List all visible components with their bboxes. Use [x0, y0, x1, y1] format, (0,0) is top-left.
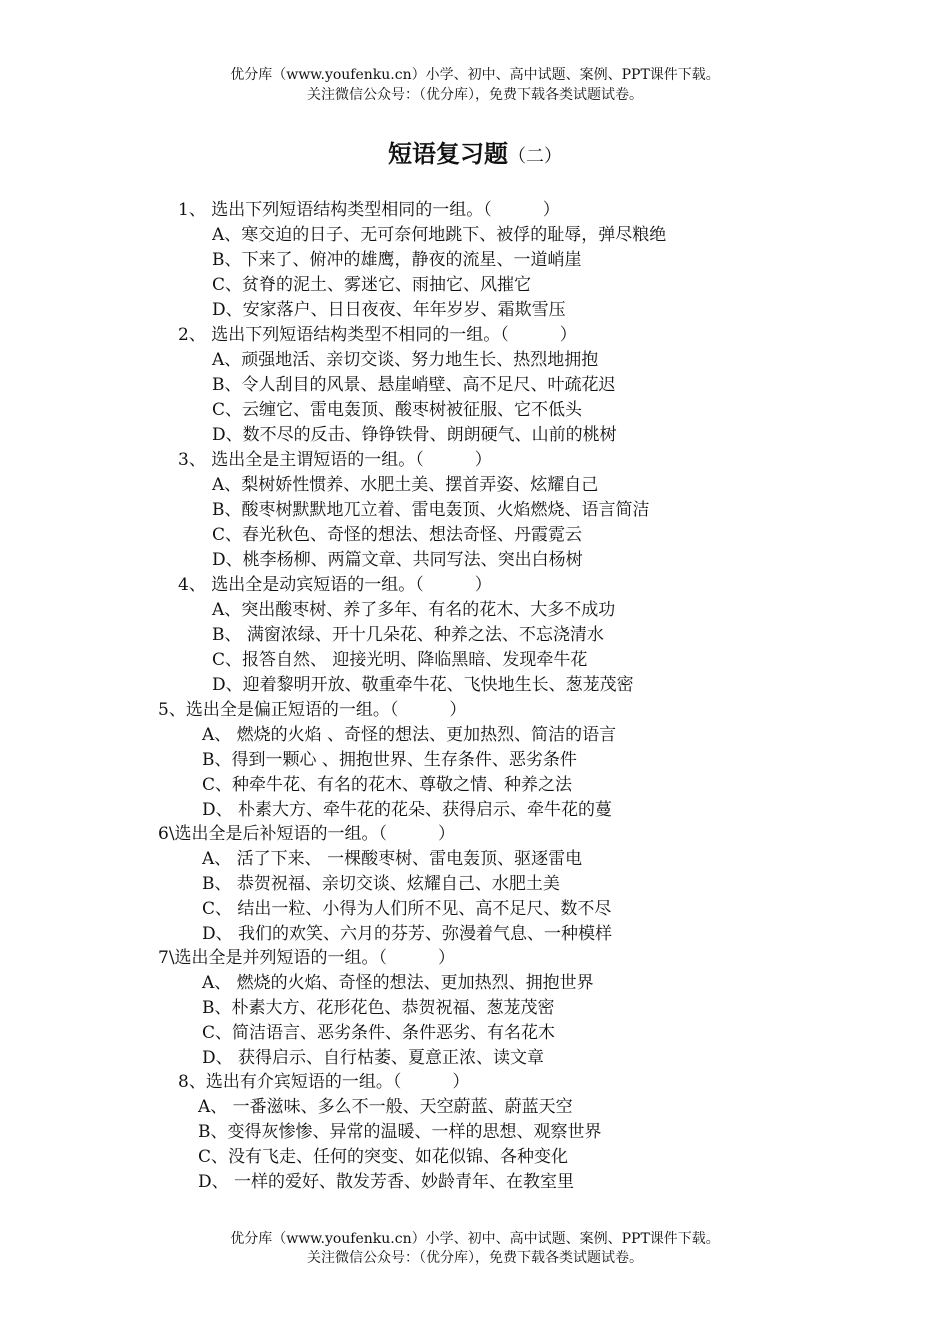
question-2-option-a: A、顽强地活、亲切交谈、努力地生长、热烈地拥抱	[212, 350, 599, 370]
question-8-option-a: A、 一番滋味、多么不一般、天空蔚蓝、蔚蓝天空	[198, 1097, 573, 1117]
question-6-option-a: A、 活了下来、 一棵酸枣树、雷电轰顶、驱逐雷电	[202, 849, 583, 869]
footer-line-2: 关注微信公众号：（优分库），免费下载各类试题试卷。	[307, 1250, 643, 1266]
question-7-option-c: C、简洁语言、恶劣条件、条件恶劣、有名花木	[202, 1023, 556, 1043]
question-4-option-b: B、 满窗浓绿、开十几朵花、种养之法、不忘浇清水	[212, 625, 604, 645]
question-8-stem: 8、选出有介宾短语的一组。（ ）	[178, 1072, 470, 1092]
question-6-option-c: C、 结出一粒、小得为人们所不见、高不足尺、数不尽	[202, 899, 612, 919]
question-7-option-d: D、 获得启示、自行枯萎、夏意正浓、读文章	[202, 1048, 545, 1068]
question-5-option-c: C、种牵牛花、有名的花木、尊敬之情、种养之法	[202, 775, 573, 795]
header-line-2: 关注微信公众号：（优分库），免费下载各类试题试卷。	[307, 87, 643, 103]
question-3-stem: 3、 选出全是主谓短语的一组。（ ）	[178, 450, 492, 470]
title-main: 短语复习题	[388, 139, 508, 168]
question-7-option-b: B、朴素大方、花形花色、恭贺祝福、葱茏茂密	[202, 998, 555, 1018]
question-5-option-b: B、得到一颗心 、拥抱世界、生存条件、恶劣条件	[202, 750, 577, 770]
question-7-option-a: A、 燃烧的火焰、奇怪的想法、更加热烈、拥抱世界	[202, 973, 594, 993]
question-3-option-b: B、酸枣树默默地兀立着、雷电轰顶、火焰燃烧、语言简洁	[212, 500, 650, 520]
question-7-stem: 7\选出全是并列短语的一组。（ ）	[158, 948, 456, 968]
question-4-stem: 4、 选出全是动宾短语的一组。（ ）	[178, 575, 492, 595]
question-8-option-d: D、 一样的爱好、散发芳香、妙龄青年、在教室里	[198, 1172, 575, 1192]
title-sub: （二）	[508, 146, 562, 167]
header-line-1: 优分库（www.youfenku.cn）小学、初中、高中试题、案例、PPT课件下载。	[230, 67, 720, 83]
question-4-option-c: C、报答自然、 迎接光明、降临黑暗、发现牵牛花	[212, 650, 588, 670]
question-2-option-d: D、数不尽的反击、铮铮铁骨、朗朗硬气、山前的桃树	[212, 425, 617, 445]
question-1-option-b: B、下来了、俯冲的雄鹰，静夜的流星、一道峭崖	[212, 250, 582, 270]
question-1-stem: 1、 选出下列短语结构类型相同的一组。（ ）	[178, 200, 560, 220]
question-1-option-c: C、贫脊的泥土、雾迷它、雨抽它、风摧它	[212, 275, 532, 295]
question-6-stem: 6\选出全是后补短语的一组。（ ）	[158, 824, 456, 844]
question-4-option-a: A、突出酸枣树、养了多年、有名的花木、大多不成功	[212, 600, 616, 620]
question-1-option-d: D、安家落户、日日夜夜、年年岁岁、霜欺雪压	[212, 300, 566, 320]
question-8-option-b: B、变得灰惨惨、异常的温暖、一样的思想、观察世界	[198, 1122, 602, 1142]
question-2-option-b: B、令人刮目的风景、悬崖峭壁、高不足尺、叶疏花迟	[212, 375, 616, 395]
question-1-option-a: A、寒交迫的日子、无可奈何地跳下、被俘的耻辱，弹尽粮绝	[212, 225, 667, 245]
page-title	[0, 134, 950, 169]
question-5-option-a: A、 燃烧的火焰 、奇怪的想法、更加热烈、简洁的语言	[202, 725, 617, 745]
question-5-stem: 5、选出全是偏正短语的一组。（ ）	[158, 700, 467, 720]
question-5-option-d: D、 朴素大方、牵牛花的花朵、获得启示、牵牛花的蔓	[202, 800, 613, 820]
question-6-option-b: B、 恭贺祝福、亲切交谈、炫耀自己、水肥土美	[202, 874, 560, 894]
question-3-option-d: D、桃李杨柳、两篇文章、共同写法、突出白杨树	[212, 550, 583, 570]
question-2-stem: 2、 选出下列短语结构类型不相同的一组。（ ）	[178, 325, 577, 345]
question-3-option-a: A、梨树娇性惯养、水肥土美、摆首弄姿、炫耀自己	[212, 475, 599, 495]
question-3-option-c: C、春光秋色、奇怪的想法、想法奇怪、丹霞霓云	[212, 525, 583, 545]
footer-line-1: 优分库（www.youfenku.cn）小学、初中、高中试题、案例、PPT课件下载。	[230, 1231, 720, 1247]
question-6-option-d: D、 我们的欢笑、六月的芬芳、弥漫着气息、一种模样	[202, 924, 613, 944]
question-8-option-c: C、没有飞走、任何的突变、如花似锦、各种变化	[198, 1147, 569, 1167]
question-4-option-d: D、迎着黎明开放、敬重牵牛花、飞快地生长、葱茏茂密	[212, 675, 634, 695]
question-2-option-c: C、云缠它、雷电轰顶、酸枣树被征服、它不低头	[212, 400, 583, 420]
